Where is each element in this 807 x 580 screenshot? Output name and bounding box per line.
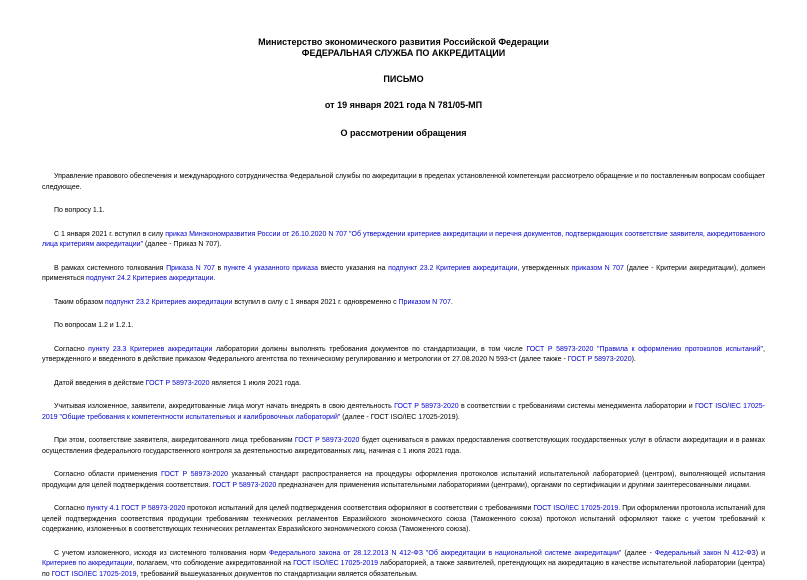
text-span: (далее - Критерии аккредитации), должен применяться <box>42 265 765 283</box>
text-span: Датой введения в действие <box>54 380 146 387</box>
text-span: . <box>213 275 215 282</box>
paragraph-compliance-assessment <box>42 436 765 457</box>
paragraph-question-1-2: По вопросам 1.2 и 1.2.1. <box>42 321 765 332</box>
text-span: в <box>215 265 224 272</box>
link-gost-iso-17025[interactable]: ГОСТ ISO/IEC 17025-2019 <box>533 505 618 512</box>
text-span: С учетом изложенного, исходя из системного толкования норм <box>54 550 269 557</box>
link-clause-4-1-gost-58973[interactable]: пункту 4.1 ГОСТ Р 58973-2020 <box>87 505 186 512</box>
link-order-707[interactable]: приказ Минэкономразвития России от 26.10.2020 N 707 "Об утверждении критериев аккредитации и перечня документов, подтверждающих соответствие заявителя, аккредитованного лица критериям аккредитации" <box>42 231 765 249</box>
paragraph-effective-date <box>42 298 765 309</box>
text-span: ) и <box>756 550 765 557</box>
paragraph-introduction-date <box>42 379 765 390</box>
link-clause-4-order[interactable]: пункте 4 указанного приказа <box>224 265 318 272</box>
document-subject: О рассмотрении обращения <box>42 128 765 139</box>
text-span: , утвержденных <box>517 265 571 272</box>
link-order-707-approved[interactable]: приказом N 707 <box>572 265 624 272</box>
paragraph-clause-23-3 <box>42 345 765 366</box>
link-order-707-short[interactable]: Приказа N 707 <box>166 265 215 272</box>
text-span: Согласно <box>54 346 88 353</box>
text-span: В рамках системного толкования <box>54 265 166 272</box>
text-span: Таким образом <box>54 299 105 306</box>
text-span: Учитывая изложенное, заявители, аккредитованные лица могут начать внедрять в свою деятельность <box>54 403 394 410</box>
text-span: указанный стандарт распространяется на процедуры оформления протоколов испытаний испытательной лабораторией (центром), выполняющей испытания продукции для целей подтверждения соответствия. <box>42 471 765 489</box>
document-date-number: от 19 января 2021 года N 781/05-МП <box>42 100 765 111</box>
paragraph-conclusion <box>42 549 765 580</box>
text-span: , утвержденного и введенного в действие приказом Федерального агентства по техническому регулированию и метрологии от 27.08.2020 N 593-ст (далее также - <box>42 346 765 364</box>
paragraph-order-707 <box>42 230 765 251</box>
link-gost-58973[interactable]: ГОСТ Р 58973-2020 <box>146 380 210 387</box>
link-clause-23-3[interactable]: пункту 23.3 Критериев аккредитации <box>88 346 212 353</box>
paragraph-question-1-1: По вопросу 1.1. <box>42 206 765 217</box>
link-gost-58973[interactable]: ГОСТ Р 58973-2020 <box>568 356 632 363</box>
link-federal-law-412[interactable]: Федерального закона от 28.12.2013 N 412-ФЗ "Об аккредитации в национальной системе аккредитации" <box>269 550 621 557</box>
text-span: . <box>451 299 453 306</box>
link-subclause-24-2[interactable]: подпункт 24.2 Критериев аккредитации <box>86 275 213 282</box>
document-body <box>42 172 765 580</box>
paragraph-clause-4-1 <box>42 504 765 536</box>
text-span: Согласно области применения <box>54 471 161 478</box>
link-subclause-23-2[interactable]: подпункт 23.2 Критериев аккредитации <box>388 265 517 272</box>
link-gost-58973-title[interactable]: ГОСТ Р 58973-2020 "Правила к оформлению протоколов испытаний" <box>526 346 763 353</box>
link-gost-58973[interactable]: ГОСТ Р 58973-2020 <box>161 471 228 478</box>
link-subclause-23-2[interactable]: подпункт 23.2 Критериев аккредитации <box>105 299 232 306</box>
ministry-name: Министерство экономического развития Российской Федерации <box>42 0 765 48</box>
text-span: С 1 января 2021 г. вступил в силу <box>54 231 165 238</box>
text-span: будет оцениваться в рамках предоставления соответствующих государственных услуг в области аккредитации и в рамках осуществления федерального государственного контроля за деятельностью аккредитованных лиц, начиная с 1 июля 2021 года. <box>42 437 765 455</box>
paragraph-implementation <box>42 402 765 423</box>
text-span: вместо указания на <box>318 265 388 272</box>
link-gost-iso-17025-title[interactable]: ГОСТ ISO/IEC 17025-2019 "Общие требования к компетентности испытательных и калибровочных лабораторий" <box>42 403 765 421</box>
paragraph-scope <box>42 470 765 491</box>
link-accreditation-criteria[interactable]: Критериев по аккредитации <box>42 560 133 567</box>
text-span: (далее - Приказ N 707). <box>143 241 221 248</box>
text-span: протокол испытаний для целей подтверждения соответствия оформляют в соответствии с требованиями <box>185 505 533 512</box>
link-gost-58973[interactable]: ГОСТ Р 58973-2020 <box>394 403 459 410</box>
text-span: ). <box>632 356 636 363</box>
text-span: . При оформлении протокола испытаний для целей подтверждения соответствия продукции требованиям технических регламентов Евразийского экономического союза (Таможенного союза) протокол испытаний оформляют также с учетом требований к содержанию, изложенных в соответствующих технических регламентах Евразийского экономического союза (Таможенного союза). <box>42 505 765 533</box>
text-span: является 1 июля 2021 года. <box>210 380 301 387</box>
link-gost-58973[interactable]: ГОСТ Р 58973-2020 <box>212 482 276 489</box>
paragraph-system-interpretation <box>42 264 765 285</box>
text-span: , полагаем, что соблюдение аккредитованной на <box>133 560 294 567</box>
text-span: лаборатории должны выполнять требования документов по стандартизации, в том числе <box>212 346 526 353</box>
text-span: вступил в силу с 1 января 2021 г. одновременно с <box>232 299 398 306</box>
text-span: При этом, соответствие заявителя, аккредитованного лица требованиям <box>54 437 295 444</box>
text-span: в соответствии с требованиями системы менеджмента лаборатории и <box>459 403 695 410</box>
document-type: ПИСЬМО <box>42 74 765 85</box>
text-span: предназначен для применения испытательными лабораториями (центрами), органами по сертификации и другими заинтересованными лицами. <box>276 482 751 489</box>
link-federal-law-412-short[interactable]: Федеральный закон N 412-ФЗ <box>655 550 756 557</box>
paragraph-intro: Управление правового обеспечения и международного сотрудничества Федеральной службы по аккредитации в пределах установленной компетенции рассмотрело обращение и по поставленным вопросам сообщает следующее. <box>42 172 765 193</box>
text-span: Согласно <box>54 505 87 512</box>
link-gost-58973[interactable]: ГОСТ Р 58973-2020 <box>295 437 360 444</box>
text-span: лабораторией, а также заявителей, претендующих на аккредитацию в качестве испытательной лаборатории (центра) по <box>42 560 765 578</box>
text-span: (далее - ГОСТ ISO/IEC 17025-2019). <box>340 414 460 421</box>
link-gost-iso-17025[interactable]: ГОСТ ISO/IEC 17025-2019 <box>293 560 378 567</box>
link-gost-iso-17025[interactable]: ГОСТ ISO/IEC 17025-2019 <box>52 571 137 578</box>
text-span: , требований вышеуказанных документов по стандартизации является обязательным. <box>137 571 418 578</box>
link-order-707[interactable]: Приказом N 707 <box>399 299 451 306</box>
service-name: ФЕДЕРАЛЬНАЯ СЛУЖБА ПО АККРЕДИТАЦИИ <box>42 48 765 59</box>
text-span: (далее - <box>621 550 654 557</box>
